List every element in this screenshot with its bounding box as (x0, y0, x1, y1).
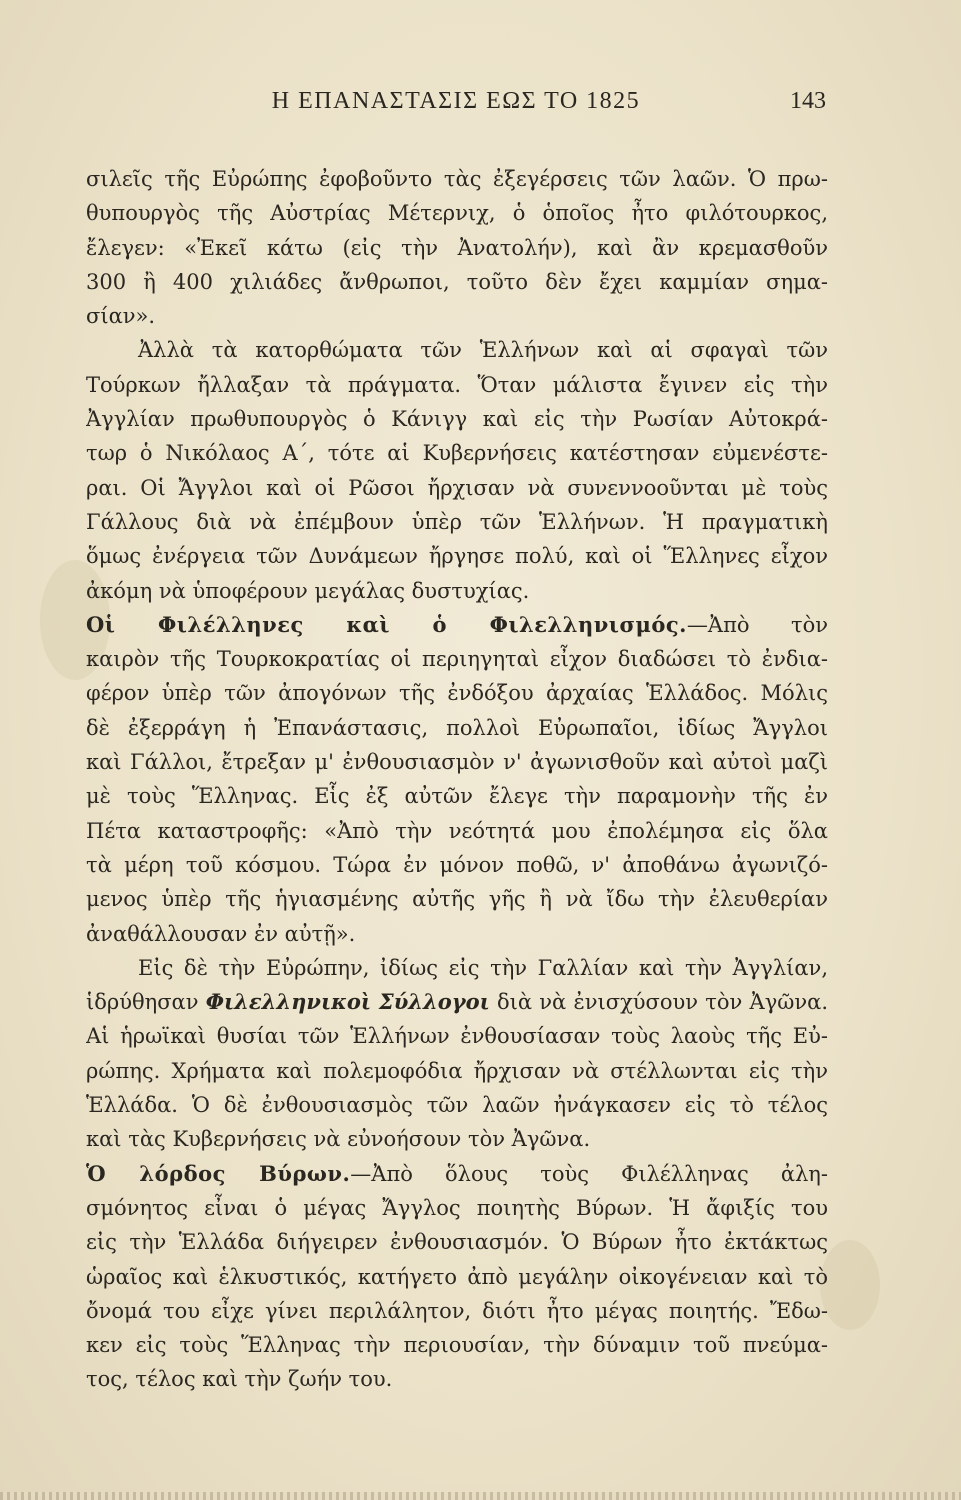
text-run: διὰ νὰ ἐνισχύσουν τὸν Ἀγῶνα. (489, 990, 828, 1015)
page-edge-border (0, 1492, 961, 1500)
emphasized-term: Φιλελληνικοὶ Σύλλογοι (205, 989, 490, 1015)
text-line: μενος ὑπὲρ τῆς ἡγιασμένης αὐτῆς γῆς ἢ νὰ ἴδω τὴν ἐλευθερίαν (86, 887, 828, 912)
text-run: ἱδρύθησαν (86, 990, 206, 1015)
text-line: δὲ ἐξερράγη ἡ Ἐπανάστασις, πολλοὶ Εὐρωπαῖοι, ἰδίως Ἄγγλοι (86, 715, 828, 740)
text-line: κεν εἰς τοὺς Ἕλληνας τὴν περιουσίαν, τὴν δύναμιν τοῦ πνεύμα- (86, 1333, 828, 1358)
text-line: Πέτα καταστροφῆς: «Ἀπὸ τὴν νεότητά μου ἐπολέμησα εἰς ὅλα (86, 818, 828, 843)
section-heading-line (86, 1157, 828, 1191)
text-line: Γάλλους διὰ νὰ ἐπέμβουν ὑπὲρ τῶν Ἑλλήνων. Ἡ πραγματικὴ (86, 509, 828, 534)
text-line: ἀναθάλλουσαν ἐν αὐτῇ». (86, 921, 356, 946)
page-header (86, 88, 826, 122)
text-line: ὅμως ἐνέργεια τῶν Δυνάμεων ἤργησε πολύ, καὶ οἱ Ἕλληνες εἶχον (86, 544, 828, 569)
text-line: Ἀλλὰ τὰ κατορθώματα τῶν Ἑλλήνων καὶ αἱ σφαγαὶ τῶν (138, 338, 828, 363)
body-text (86, 162, 828, 1397)
text-line: ὄνομά του εἶχε γίνει περιλάλητον, διότι ἦτο μέγας ποιητής. Ἔδω- (86, 1298, 828, 1323)
section-heading: Οἱ Φιλέλληνες καὶ ὁ Φιλελληνισμός. (86, 611, 687, 637)
text-line: ἀκόμη νὰ ὑποφέρουν μεγάλας δυστυχίας. (86, 578, 530, 603)
text-line-emphasis (86, 985, 828, 1019)
text-line: τωρ ὁ Νικόλαος Α΄, τότε αἱ Κυβερνήσεις κατέστησαν εὐμενέστε- (86, 441, 828, 466)
text-line: σμόνητος εἶναι ὁ μέγας Ἄγγλος ποιητὴς Βύρων. Ἡ ἄφιξίς του (86, 1195, 828, 1220)
section-heading: Ὁ λόρδος Βύρων. (86, 1160, 351, 1186)
text-line: Τούρκων ἤλλαξαν τὰ πράγματα. Ὅταν μάλιστα ἔγινεν εἰς τὴν (86, 372, 828, 397)
text-line: καιρὸν τῆς Τουρκοκρατίας οἱ περιηγηταὶ εἶχον διαδώσει τὸ ἐνδια- (86, 647, 828, 672)
text-line: ρώπης. Χρήματα καὶ πολεμοφόδια ἤρχισαν νὰ στέλλωνται εἰς τὴν (86, 1058, 828, 1083)
text-line: θυπουργὸς τῆς Αὐστρίας Μέτερνιχ, ὁ ὁποῖος ἦτο φιλότουρκος, (86, 201, 828, 226)
text-line: ὡραῖος καὶ ἑλκυστικός, κατήγετο ἀπὸ μεγάλην οἰκογένειαν καὶ τὸ (86, 1264, 828, 1289)
section-heading-line (86, 608, 828, 642)
text-line: 300 ἢ 400 χιλιάδες ἄνθρωποι, τοῦτο δὲν ἔχει καμμίαν σημα- (86, 269, 828, 294)
running-title: Η ΕΠΑΝΑΣΤΑΣΙΣ ΕΩΣ ΤΟ 1825 (271, 88, 641, 114)
paper-stain (820, 1240, 880, 1330)
text-line: τος, τέλος καὶ τὴν ζωήν του. (86, 1367, 393, 1392)
page-number: 143 (790, 88, 826, 114)
text-line: ραι. Οἱ Ἄγγλοι καὶ οἱ Ρῶσοι ἤρχισαν νὰ συνεννοοῦνται μὲ τοὺς (86, 475, 828, 500)
text-line: σιλεῖς τῆς Εὐρώπης ἐφοβοῦντο τὰς ἐξεγέρσεις τῶν λαῶν. Ὁ πρω- (86, 167, 828, 191)
text-line: καὶ τὰς Κυβερνήσεις νὰ εὐνοήσουν τὸν Ἀγῶνα. (86, 1127, 591, 1152)
text-line: μὲ τοὺς Ἕλληνας. Εἷς ἐξ αὐτῶν ἔλεγε τὴν παραμονὴν τῆς ἐν (86, 784, 828, 809)
text-line: εἰς τὴν Ἑλλάδα διήγειρεν ἐνθουσιασμόν. Ὁ Βύρων ἦτο ἐκτάκτως (86, 1230, 828, 1255)
text-line: Ἑλλάδα. Ὁ δὲ ἐνθουσιασμὸς τῶν λαῶν ἠνάγκασεν εἰς τὸ τέλος (86, 1093, 828, 1118)
text-line: καὶ Γάλλοι, ἔτρεξαν μ' ἐνθουσιασμὸν ν' ἀγωνισθοῦν καὶ αὐτοὶ μαζὶ (86, 750, 828, 775)
section-lead-text: —Ἀπὸ τὸν (686, 612, 828, 637)
text-line: Εἰς δὲ τὴν Εὐρώπην, ἰδίως εἰς τὴν Γαλλίαν καὶ τὴν Ἀγγλίαν, (138, 955, 828, 980)
text-line: σίαν». (86, 304, 156, 329)
text-line: τὰ μέρη τοῦ κόσμου. Τώρα ἐν μόνον ποθῶ, ν' ἀποθάνω ἀγωνιζό- (86, 852, 828, 877)
text-line: ἔλεγεν: «Ἐκεῖ κάτω (εἰς τὴν Ἀνατολήν), καὶ ἂν κρεμασθοῦν (86, 235, 828, 260)
section-lead-text: —Ἀπὸ ὅλους τοὺς Φιλέλληνας ἀλη- (350, 1161, 828, 1186)
text-line: Ἀγγλίαν πρωθυπουργὸς ὁ Κάνιγγ καὶ εἰς τὴν Ρωσίαν Αὐτοκρά- (86, 407, 828, 432)
text-line: Αἱ ἡρωϊκαὶ θυσίαι τῶν Ἑλλήνων ἐνθουσίασαν τοὺς λαοὺς τῆς Εὐ- (86, 1024, 828, 1049)
text-line: φέρον ὑπὲρ τῶν ἀπογόνων τῆς ἐνδόξου ἀρχαίας Ἑλλάδος. Μόλις (86, 681, 828, 706)
